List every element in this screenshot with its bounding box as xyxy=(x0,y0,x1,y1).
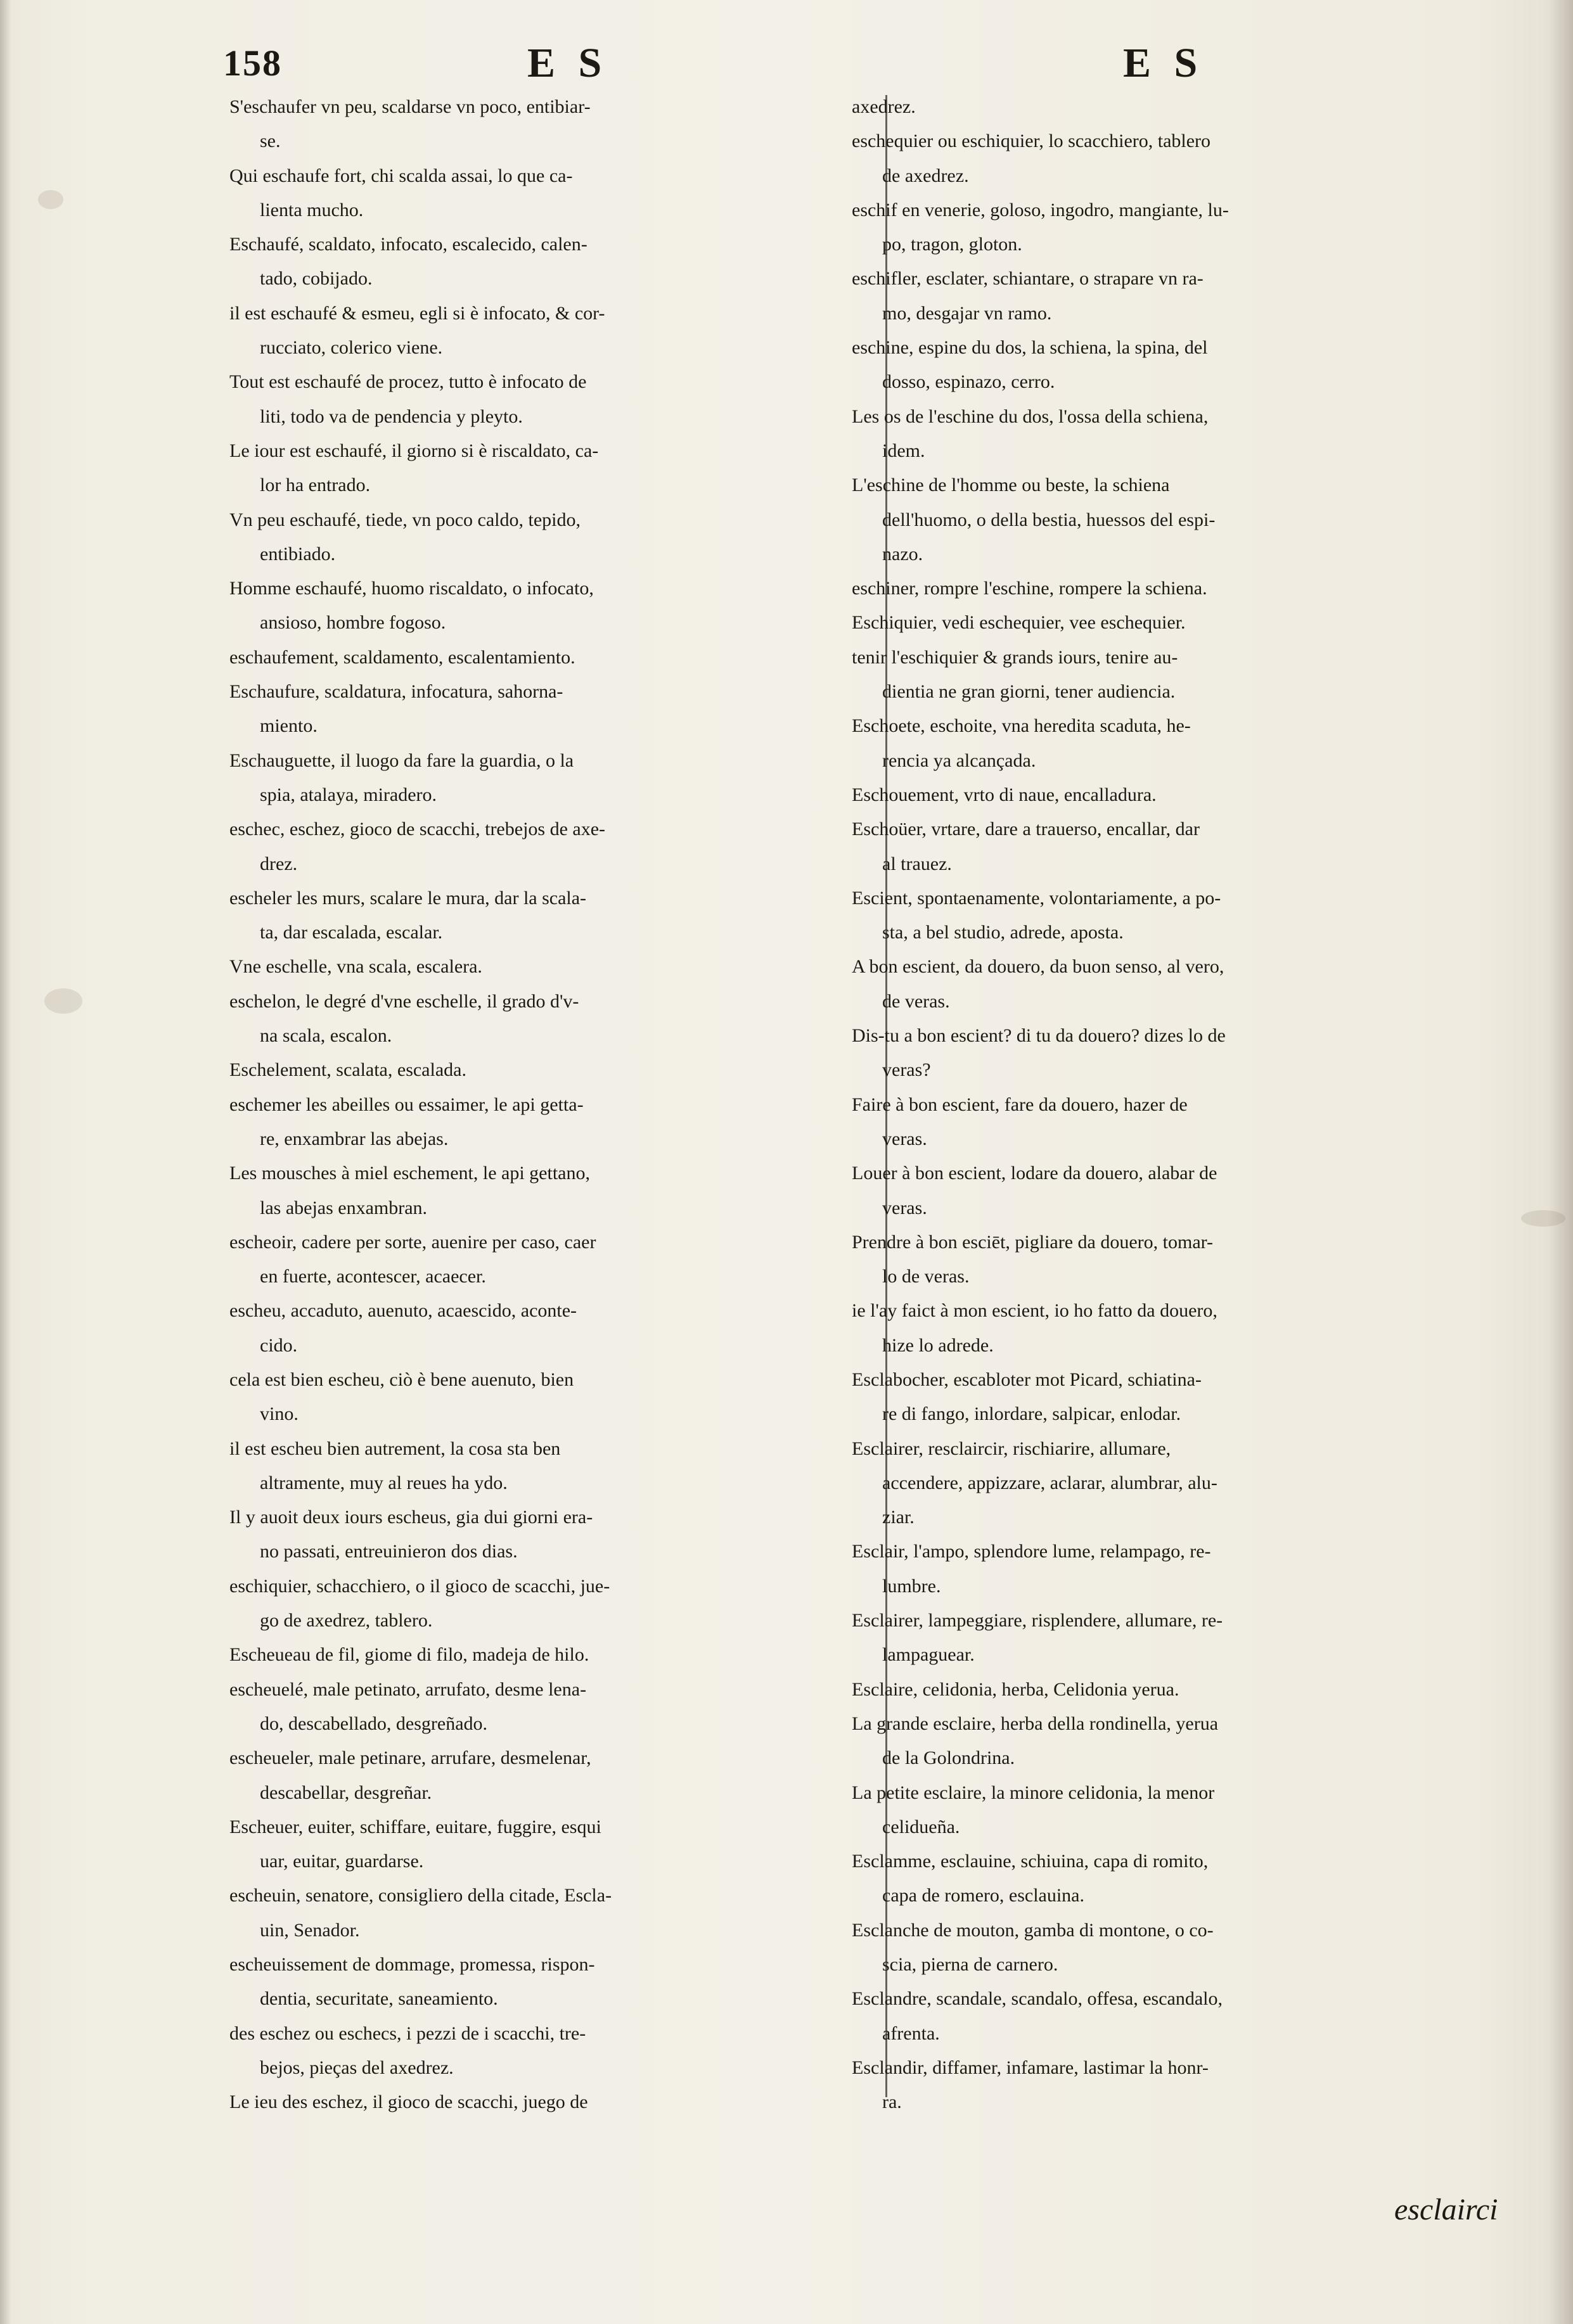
entry-line: Vn peu eschaufé, tiede, vn poco caldo, tepido, xyxy=(229,509,581,530)
dictionary-entry xyxy=(229,1948,857,2017)
ink-blot xyxy=(1521,1210,1565,1227)
dictionary-entry xyxy=(229,503,857,572)
dictionary-entry xyxy=(852,1225,1492,1294)
dictionary-entry xyxy=(852,571,1492,606)
entry-line: Eschoete, eschoite, vna heredita scaduta, he- xyxy=(852,715,1191,737)
dictionary-entry xyxy=(229,1879,857,1948)
entry-line: Esclairer, resclaircir, rischiarire, allumare, xyxy=(852,1438,1171,1459)
dictionary-entry xyxy=(229,1363,857,1432)
entry-continuation-line: de la Golondrina. xyxy=(882,1747,1015,1769)
entry-continuation-line: bejos, pieças del axedrez. xyxy=(260,2057,454,2078)
entry-line: Vne eschelle, vna scala, escalera. xyxy=(229,956,482,978)
dictionary-entry xyxy=(229,1673,857,1742)
entry-continuation-line: ziar. xyxy=(882,1507,915,1528)
dictionary-entry xyxy=(852,1432,1492,1535)
entry-line: escheu, accaduto, auenuto, acaescido, aconte- xyxy=(229,1300,577,1322)
entry-line: Escheuer, euiter, schiffare, euitare, fuggire, esqui xyxy=(229,1816,601,1837)
dictionary-entry xyxy=(852,1019,1492,1088)
entry-continuation-line: nazo. xyxy=(882,543,923,565)
entry-line: eschaufement, scaldamento, escalentamiento. xyxy=(229,646,575,668)
entry-continuation-line: lienta mucho. xyxy=(260,199,364,220)
entry-continuation-line: vino. xyxy=(260,1403,299,1425)
entry-continuation-line: al trauez. xyxy=(882,853,952,874)
entry-line: Qui eschaufe fort, chi scalda assai, lo que ca- xyxy=(229,165,573,186)
entry-continuation-line: do, descabellado, desgreñado. xyxy=(260,1713,488,1734)
entry-continuation-line: po, tragon, gloton. xyxy=(882,234,1022,255)
dictionary-entry xyxy=(852,400,1492,469)
entry-line: S'eschaufer vn peu, scaldarse vn poco, entibiar- xyxy=(229,96,591,117)
dictionary-entry xyxy=(229,950,857,984)
entry-continuation-line: las abejas enxambran. xyxy=(260,1197,428,1218)
entry-line: Eschaufure, scaldatura, infocatura, sahorna- xyxy=(229,681,563,703)
dictionary-entry xyxy=(229,1088,857,1157)
catchword: esclairci xyxy=(1394,2193,1498,2226)
entry-continuation-line: ansioso, hombre fogoso. xyxy=(260,612,446,634)
entry-continuation-line: veras. xyxy=(882,1197,927,1218)
dictionary-entry xyxy=(852,1707,1492,1776)
entry-line: escheuelé, male petinato, arrufato, desme lena- xyxy=(229,1678,587,1700)
dictionary-entry xyxy=(852,1982,1492,2051)
dictionary-entry xyxy=(852,881,1492,950)
entry-line: Eschouement, vrto di naue, encalladura. xyxy=(852,784,1157,805)
dictionary-entry xyxy=(852,1844,1492,1913)
entry-line: eschiner, rompre l'eschine, rompere la schiena. xyxy=(852,578,1207,599)
entry-line: axedrez. xyxy=(852,96,916,117)
entry-line: Esclair, l'ampo, splendore lume, relampago, re- xyxy=(852,1541,1211,1562)
dictionary-entry xyxy=(852,812,1492,881)
dictionary-entry xyxy=(852,90,1492,124)
dictionary-entry xyxy=(229,2017,857,2086)
entry-line: escheoir, cadere per sorte, auenire per caso, caer xyxy=(229,1231,596,1253)
page-number: 158 xyxy=(223,42,282,84)
entry-continuation-line: altramente, muy al reues ha ydo. xyxy=(260,1472,508,1493)
dictionary-entry xyxy=(229,1569,857,1638)
entry-continuation-line: ta, dar escalada, escalar. xyxy=(260,922,443,943)
gutter-shadow xyxy=(1548,0,1573,2324)
running-head-left: E S xyxy=(527,40,608,86)
entry-line: Esclandir, diffamer, infamare, lastimar la honr- xyxy=(852,2057,1209,2078)
dictionary-entry xyxy=(852,262,1492,331)
entry-line: Esclaire, celidonia, herba, Celidonia yerua. xyxy=(852,1678,1179,1700)
page-edge-shadow xyxy=(0,0,11,2324)
entry-continuation-line: veras. xyxy=(882,1128,927,1149)
dictionary-entry xyxy=(229,1500,857,1569)
dictionary-entry xyxy=(229,1294,857,1363)
dictionary-entry xyxy=(852,468,1492,571)
entry-line: Homme eschaufé, huomo riscaldato, o infocato, xyxy=(229,578,594,599)
dictionary-entry xyxy=(852,1088,1492,1157)
entry-line: Tout est eschaufé de procez, tutto è infocato de xyxy=(229,371,587,393)
entry-line: Eschaufé, scaldato, infocato, escalecido, calen- xyxy=(229,234,587,255)
entry-continuation-line: rucciato, colerico viene. xyxy=(260,337,443,359)
entry-line: eschequier ou eschiquier, lo scacchiero, tablero xyxy=(852,131,1211,152)
dictionary-entry xyxy=(852,331,1492,400)
entry-continuation-line: descabellar, desgreñar. xyxy=(260,1782,432,1803)
entry-continuation-line: drez. xyxy=(260,853,298,874)
dictionary-entry xyxy=(229,1432,857,1501)
entry-continuation-line: hize lo adrede. xyxy=(882,1334,994,1356)
dictionary-entry xyxy=(852,709,1492,778)
entry-line: il est eschaufé & esmeu, egli si è infocato, & cor- xyxy=(229,302,605,324)
entry-line: L'eschine de l'homme ou beste, la schiena xyxy=(852,475,1170,496)
entry-line: eschifler, esclater, schiantare, o strapare vn ra- xyxy=(852,268,1204,290)
entry-line: Eschoüer, vrtare, dare a trauerso, encallar, dar xyxy=(852,819,1200,840)
dictionary-entry xyxy=(229,1810,857,1879)
entry-continuation-line: no passati, entreuinieron dos dias. xyxy=(260,1541,518,1562)
dictionary-entry xyxy=(229,881,857,950)
entry-continuation-line: celidueña. xyxy=(882,1816,960,1837)
entry-continuation-line: dosso, espinazo, cerro. xyxy=(882,371,1055,393)
entry-line: eschelon, le degré d'vne eschelle, il grado d'v- xyxy=(229,990,579,1012)
entry-line: escheuin, senatore, consigliero della citade, Escla- xyxy=(229,1885,612,1906)
entry-continuation-line: capa de romero, esclauina. xyxy=(882,1885,1084,1906)
entry-line: il est escheu bien autrement, la cosa sta ben xyxy=(229,1438,561,1459)
dictionary-entry xyxy=(229,985,857,1054)
dictionary-entry xyxy=(852,1673,1492,1707)
entry-line: escheueler, male petinare, arrufare, desmelenar, xyxy=(229,1747,591,1769)
entry-continuation-line: re di fango, inlordare, salpicar, enlodar. xyxy=(882,1403,1181,1425)
entry-line: Eschelement, scalata, escalada. xyxy=(229,1059,466,1081)
entry-line: eschif en venerie, goloso, ingodro, mangiante, lu- xyxy=(852,199,1229,220)
entry-line: Eschiquier, vedi eschequier, vee eschequier. xyxy=(852,612,1186,634)
entry-continuation-line: na scala, escalon. xyxy=(260,1025,392,1047)
dictionary-entry xyxy=(852,1604,1492,1673)
entry-continuation-line: mo, desgajar vn ramo. xyxy=(882,302,1052,324)
entry-continuation-line: entibiado. xyxy=(260,543,336,565)
entry-continuation-line: spia, atalaya, miradero. xyxy=(260,784,437,805)
entry-continuation-line: afrenta. xyxy=(882,2022,940,2044)
entry-line: A bon escient, da douero, da buon senso, al vero, xyxy=(852,956,1224,978)
dictionary-entry xyxy=(852,641,1492,710)
dictionary-entry xyxy=(229,365,857,434)
entry-line: escheler les murs, scalare le mura, dar la scala- xyxy=(229,887,587,909)
entry-line: tenir l'eschiquier & grands iours, tenire au- xyxy=(852,646,1178,668)
entry-continuation-line: dell'huomo, o della bestia, huessos del espi- xyxy=(882,509,1216,530)
dictionary-entry xyxy=(229,227,857,297)
entry-line: Esclabocher, escabloter mot Picard, schiatina- xyxy=(852,1369,1202,1390)
entry-line: eschemer les abeilles ou essaimer, le api getta- xyxy=(229,1094,584,1115)
entry-line: Le ieu des eschez, il gioco de scacchi, juego de xyxy=(229,2091,588,2113)
entry-line: eschiquier, schacchiero, o il gioco de scacchi, jue- xyxy=(229,1575,610,1597)
entry-continuation-line: de veras. xyxy=(882,990,950,1012)
entry-line: Esclanche de mouton, gamba di montone, o co- xyxy=(852,1919,1214,1941)
dictionary-entry xyxy=(229,90,857,159)
entry-line: Esclamme, esclauine, schiuina, capa di romito, xyxy=(852,1851,1209,1872)
ink-blot xyxy=(38,190,63,209)
ink-blot xyxy=(44,988,82,1014)
entry-line: Esclairer, lampeggiare, risplendere, allumare, re- xyxy=(852,1610,1223,1631)
entry-continuation-line: go de axedrez, tablero. xyxy=(260,1610,433,1631)
entry-continuation-line: sta, a bel studio, adrede, aposta. xyxy=(882,922,1124,943)
dictionary-entry xyxy=(229,2085,857,2119)
dictionary-entry xyxy=(229,571,857,641)
entry-continuation-line: en fuerte, acontescer, acaecer. xyxy=(260,1266,486,1287)
dictionary-entry xyxy=(852,1156,1492,1225)
entry-continuation-line: miento. xyxy=(260,715,318,737)
dictionary-entry xyxy=(852,950,1492,1019)
entry-continuation-line: ra. xyxy=(882,2091,902,2113)
dictionary-entry xyxy=(852,1913,1492,1982)
dictionary-entry xyxy=(229,159,857,228)
entry-line: ie l'ay faict à mon escient, io ho fatto da douero, xyxy=(852,1300,1217,1322)
entry-line: Le iour est eschaufé, il giorno si è riscaldato, ca- xyxy=(229,440,599,461)
entry-continuation-line: lo de veras. xyxy=(882,1266,970,1287)
entry-continuation-line: lampaguear. xyxy=(882,1644,975,1666)
entry-line: Prendre à bon esciēt, pigliare da douero, tomar- xyxy=(852,1231,1214,1253)
entry-line: Les mousches à miel eschement, le api gettano, xyxy=(229,1163,590,1184)
entry-continuation-line: de axedrez. xyxy=(882,165,969,186)
entry-continuation-line: idem. xyxy=(882,440,925,461)
dictionary-entry xyxy=(229,1638,857,1672)
dictionary-entry xyxy=(852,124,1492,193)
entry-continuation-line: se. xyxy=(260,131,281,152)
dictionary-entry xyxy=(229,1741,857,1810)
entry-line: Les os de l'eschine du dos, l'ossa della schiena, xyxy=(852,405,1209,427)
entry-line: Il y auoit deux iours escheus, gia dui giorni era- xyxy=(229,1507,593,1528)
entry-line: des eschez ou eschecs, i pezzi de i scacchi, tre- xyxy=(229,2022,586,2044)
dictionary-entry xyxy=(229,1053,857,1087)
entry-continuation-line: dentia, securitate, saneamiento. xyxy=(260,1988,498,2010)
right-column xyxy=(852,90,1492,2120)
entry-continuation-line: uin, Senador. xyxy=(260,1919,360,1941)
running-head-right: E S xyxy=(1123,40,1204,86)
dictionary-entry xyxy=(852,2051,1492,2120)
entry-continuation-line: liti, todo va de pendencia y pleyto. xyxy=(260,405,523,427)
dictionary-entry xyxy=(229,812,857,881)
dictionary-entry xyxy=(229,675,857,744)
entry-line: Eschauguette, il luogo da fare la guardia, o la xyxy=(229,750,574,771)
dictionary-entry xyxy=(852,193,1492,262)
dictionary-entry xyxy=(229,641,857,675)
dictionary-entry xyxy=(852,1294,1492,1363)
entry-continuation-line: cido. xyxy=(260,1334,298,1356)
entry-continuation-line: veras? xyxy=(882,1059,931,1081)
entry-continuation-line: tado, cobijado. xyxy=(260,268,373,290)
entry-line: eschec, eschez, gioco de scacchi, trebejos de axe- xyxy=(229,819,606,840)
entry-line: Faire à bon escient, fare da douero, hazer de xyxy=(852,1094,1188,1115)
entry-line: eschine, espine du dos, la schiena, la spina, del xyxy=(852,337,1208,359)
dictionary-entry xyxy=(852,1363,1492,1432)
left-column xyxy=(229,90,857,2120)
entry-line: La petite esclaire, la minore celidonia, la menor xyxy=(852,1782,1215,1803)
dictionary-entry xyxy=(229,1225,857,1294)
entry-continuation-line: dientia ne gran giorni, tener audiencia. xyxy=(882,681,1176,703)
entry-line: cela est bien escheu, ciò è bene auenuto, bien xyxy=(229,1369,574,1390)
entry-continuation-line: re, enxambrar las abejas. xyxy=(260,1128,449,1149)
entry-line: Escheueau de fil, giome di filo, madeja de hilo. xyxy=(229,1644,589,1666)
entry-continuation-line: lumbre. xyxy=(882,1575,941,1597)
dictionary-entry xyxy=(229,434,857,503)
dictionary-entry xyxy=(852,778,1492,812)
entry-line: Esclandre, scandale, scandalo, offesa, escandalo, xyxy=(852,1988,1223,2010)
entry-line: Dis-tu a bon escient? di tu da douero? dizes lo de xyxy=(852,1025,1226,1047)
entry-continuation-line: scia, pierna de carnero. xyxy=(882,1954,1058,1976)
dictionary-entry xyxy=(852,1535,1492,1604)
dictionary-entry xyxy=(229,744,857,813)
entry-line: Escient, spontaenamente, volontariamente, a po- xyxy=(852,887,1221,909)
entry-continuation-line: accendere, appizzare, aclarar, alumbrar, alu- xyxy=(882,1472,1217,1493)
entry-line: La grande esclaire, herba della rondinella, yerua xyxy=(852,1713,1219,1734)
dictionary-entry xyxy=(852,1776,1492,1845)
dictionary-entry xyxy=(852,606,1492,640)
entry-continuation-line: lor ha entrado. xyxy=(260,475,371,496)
entry-line: escheuissement de dommage, promessa, rispon- xyxy=(229,1954,595,1976)
entry-line: Louer à bon escient, lodare da douero, alabar de xyxy=(852,1163,1217,1184)
dictionary-entry xyxy=(229,297,857,366)
entry-continuation-line: rencia ya alcançada. xyxy=(882,750,1036,771)
entry-continuation-line: uar, euitar, guardarse. xyxy=(260,1851,424,1872)
dictionary-entry xyxy=(229,1156,857,1225)
